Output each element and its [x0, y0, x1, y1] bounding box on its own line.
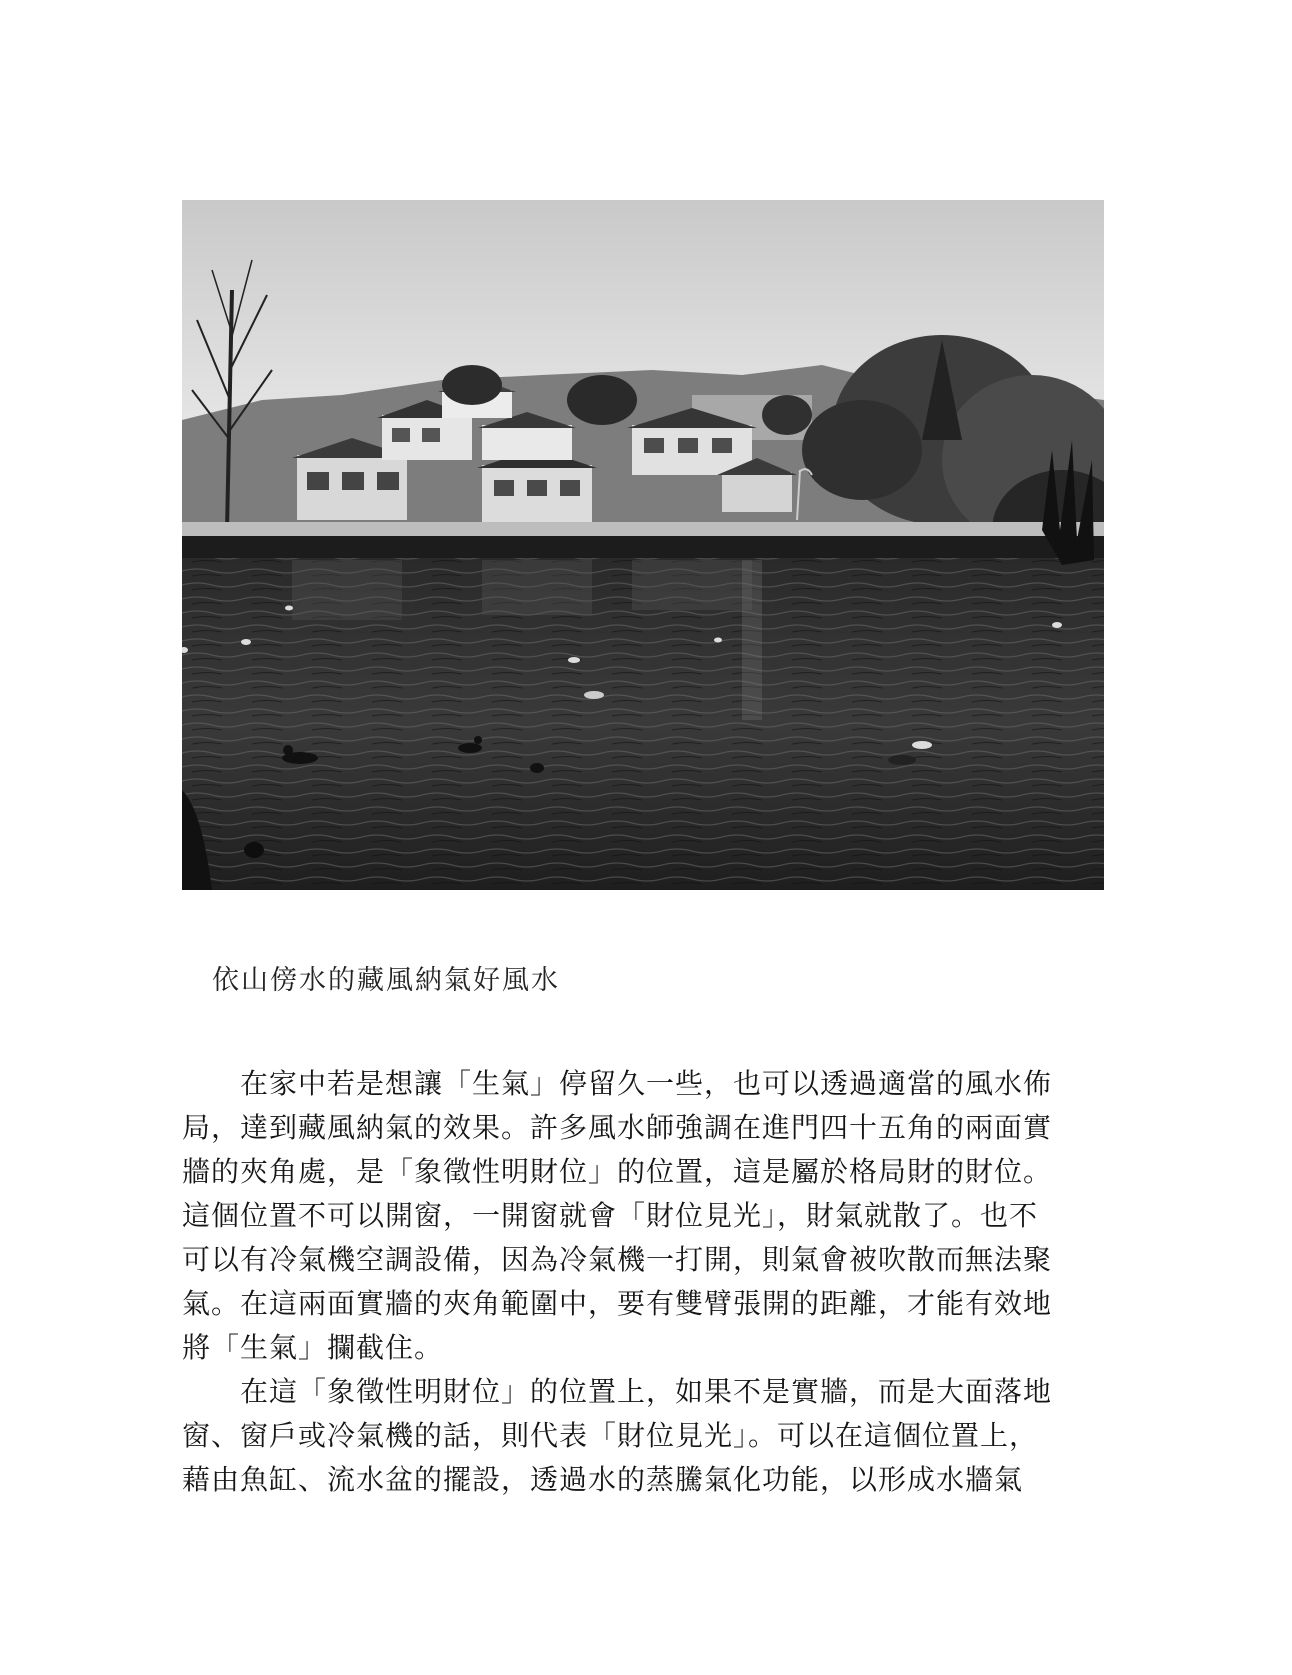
shore-bank: [182, 536, 1104, 558]
shore-path: [182, 522, 1104, 536]
lake-photo: [182, 200, 1104, 890]
text-line: 氣。在這兩面實牆的夾角範圍中，要有雙臂張開的距離，才能有效地: [182, 1287, 1053, 1320]
text-line: 在家中若是想讓「生氣」停留久一些，也可以透過適當的風水佈: [240, 1067, 1053, 1100]
text-line: 局，達到藏風納氣的效果。許多風水師強調在進門四十五角的兩面實: [182, 1111, 1053, 1144]
text-line: 可以有冷氣機空調設備，因為冷氣機一打開，則氣會被吹散而無法聚: [182, 1243, 1053, 1276]
text-line: 在這「象徵性明財位」的位置上，如果不是實牆，而是大面落地: [240, 1375, 1053, 1408]
text-line: 窗、窗戶或冷氣機的話，則代表「財位見光」。可以在這個位置上，: [182, 1419, 1039, 1452]
paragraph-1: [182, 1062, 1082, 1370]
paragraph-2: [182, 1370, 1082, 1502]
body-text: [182, 1062, 1082, 1502]
text-line: 藉由魚缸、流水盆的擺設，透過水的蒸騰氣化功能，以形成水牆氣: [182, 1463, 1024, 1496]
text-line: 牆的夾角處，是「象徵性明財位」的位置，這是屬於格局財的財位。: [182, 1155, 1053, 1188]
text-line: 將「生氣」攔截住。: [182, 1331, 444, 1364]
photo-caption: 依山傍水的藏風納氣好風水: [212, 965, 560, 996]
lake-photo-illustration: [182, 200, 1104, 890]
text-line: 這個位置不可以開窗，一開窗就會「財位見光」，財氣就散了。也不: [182, 1199, 1039, 1232]
